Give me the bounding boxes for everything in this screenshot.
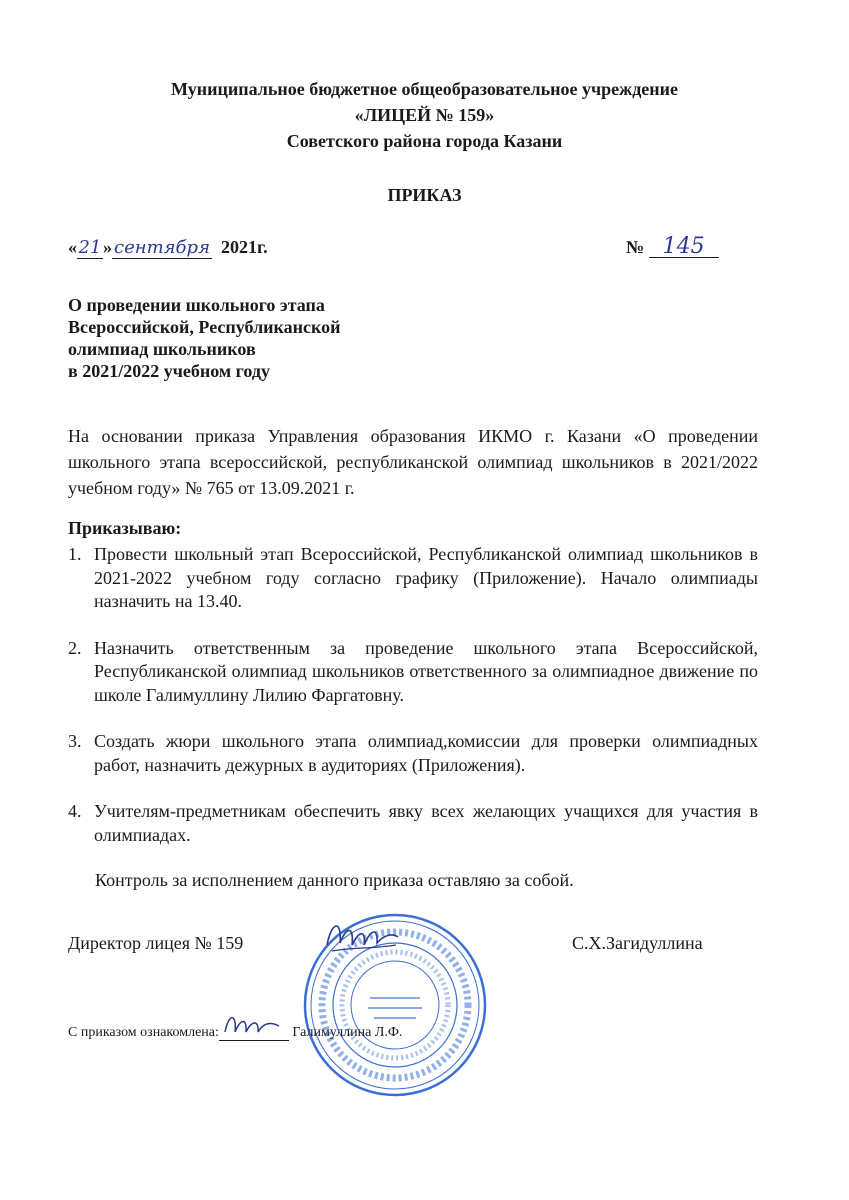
order-number-label: № [626, 237, 645, 257]
acknowledgement-signature-icon [219, 1008, 289, 1040]
basis-paragraph: На основании приказа Управления образования ИКМО г. Казани «О проведении школьного этапа всероссийской, республиканской олимпиад школьников в 2021/2022 учебном году» № 765 от 13.09.2021 г. [68, 426, 758, 498]
subject-line-3: олимпиад школьников [68, 339, 256, 359]
date-number-line [68, 234, 758, 267]
institution-header [0, 76, 849, 154]
header-line-2: «ЛИЦЕЙ № 159» [354, 105, 495, 125]
item-text: Провести школьный этап Всероссийской, Республиканской олимпиад школьников в 2021-2022 учебном году согласно графику (Приложение). Начало олимпиады назначить на 13.40. [94, 544, 758, 611]
director-signature-icon [322, 915, 402, 960]
date-open-quote: « [68, 237, 77, 257]
order-item [68, 543, 758, 614]
acknowledgement-line [68, 1025, 402, 1041]
header-line-1: Муниципальное бюджетное общеобразовательное учреждение [170, 79, 679, 99]
date-close-quote: » [103, 237, 112, 257]
acknowledgement-label: С приказом ознакомлена: [68, 1025, 219, 1040]
item-text: Учителям-предметникам обеспечить явку всех желающих учащихся для участия в олимпиадах. [94, 801, 758, 845]
item-number: 2. [68, 637, 82, 658]
control-statement: Контроль за исполнением данного приказа оставляю за собой. [95, 870, 574, 890]
order-item [68, 730, 758, 777]
subject-line-2: Всероссийской, Республиканской [68, 317, 341, 337]
document-title: ПРИКАЗ [387, 185, 462, 205]
order-item [68, 800, 758, 847]
order-subject [68, 294, 341, 382]
order-item [68, 637, 758, 708]
subject-line-1: О проведении школьного этапа [68, 295, 325, 315]
acknowledgement-name: Галимуллина Л.Ф. [292, 1025, 403, 1040]
director-title: Директор лицея № 159 [68, 933, 244, 953]
item-text: Создать жюри школьного этапа олимпиад,комиссии для проверки олимпиадных работ, назначить дежурных в аудиториях (Приложения). [94, 731, 758, 775]
director-name: С.Х.Загидуллина [572, 933, 703, 953]
item-text: Назначить ответственным за проведение школьного этапа Всероссийской, Республиканской олимпиад школьников ответственного за олимпиадное движение по школе Галимуллину Лилию Фаргатовну. [94, 637, 758, 705]
date-year: 2021г. [221, 237, 268, 257]
item-number: 4. [68, 801, 82, 821]
order-heading: Приказываю: [68, 518, 182, 538]
order-items [68, 543, 758, 870]
order-number-value: 145 [649, 237, 719, 258]
item-number: 3. [68, 731, 82, 751]
date-month: сентября [113, 237, 210, 258]
acknowledgement-signature-line [219, 1026, 289, 1041]
order-date [68, 237, 268, 259]
order-number [626, 234, 719, 259]
item-number: 1. [68, 544, 82, 564]
header-line-3: Советского района города Казани [286, 131, 563, 151]
date-day: 21 [78, 237, 102, 258]
subject-line-4: в 2021/2022 учебном году [68, 361, 270, 381]
